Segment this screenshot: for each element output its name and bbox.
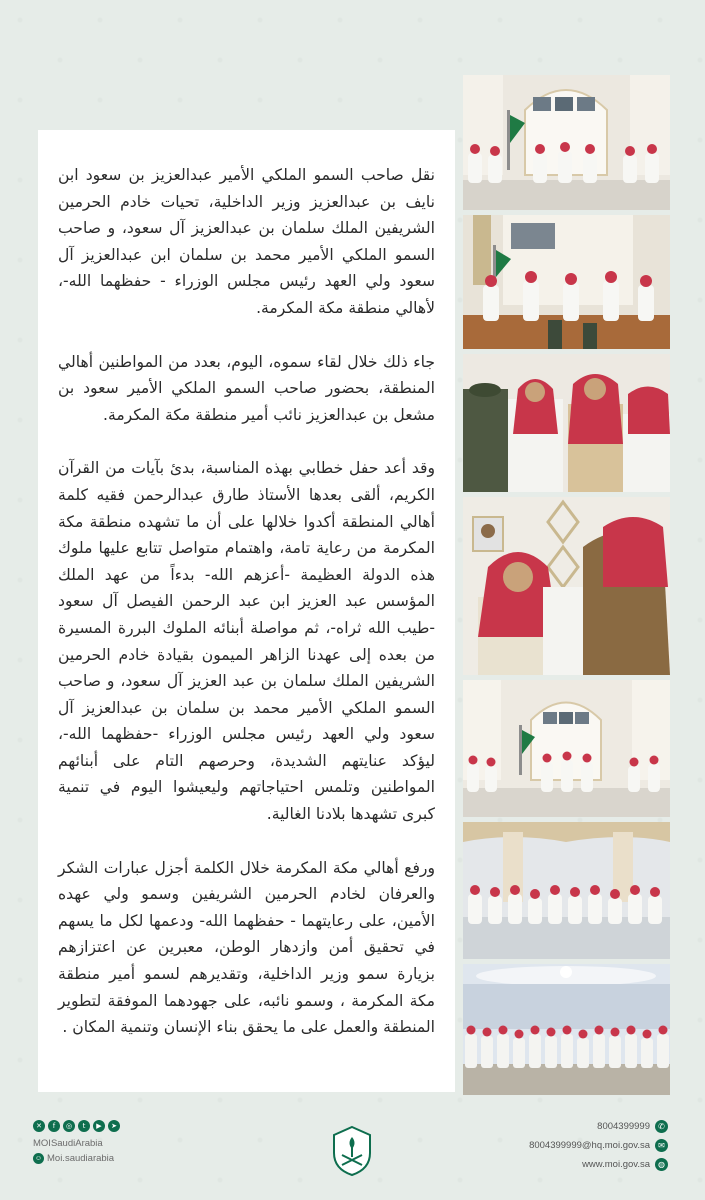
photo-majlis-wide-3[interactable] [463, 680, 670, 817]
article-card [38, 130, 455, 1092]
photo-audience-2[interactable] [463, 964, 670, 1095]
footer-social [33, 1120, 173, 1168]
youtube-icon[interactable]: ▶ [93, 1120, 105, 1132]
article-paragraph-4: ورفع أهالي مكة المكرمة خلال الكلمة أجزل عبارات الشكر والعرفان لخادم الحرمين الشريفين وسمو ولي عهده الأمين، على رعايتهما - حفظهما الله- ودعمها لكل ما يسهم في تحقيق أمن وازدهار الوطن، معبرين عن اعتزازهم بزيارة سمو وزير الداخلية، وتقديرهم لسمو أمير منطقة مكة المكرمة ، وسمو نائبه، على جهودهما الموفقة لتطوير المنطقة والعمل على ما يحقق بناء الإنسان وتنمية المكان . [58, 858, 435, 1037]
photo-audience-1[interactable] [463, 822, 670, 959]
telegram-icon[interactable]: ➤ [108, 1120, 120, 1132]
phone-row[interactable] [529, 1120, 668, 1133]
phone-text: 8004399999 [597, 1121, 650, 1132]
handle-main[interactable] [33, 1138, 173, 1149]
handle-snap-text: Moi.saudiarabia [47, 1153, 115, 1164]
snapchat-icon: ☺ [34, 1155, 43, 1162]
ministry-emblem-logo [330, 1125, 374, 1177]
handle-snap[interactable] [33, 1153, 173, 1164]
website-row[interactable] [529, 1158, 668, 1171]
phone-icon: ✆ [655, 1120, 668, 1133]
instagram-icon[interactable]: ◎ [63, 1120, 75, 1132]
handle-main-text: MOISaudiArabia [33, 1138, 103, 1149]
globe-icon: ◍ [655, 1158, 668, 1171]
website-text: www.moi.gov.sa [582, 1159, 650, 1170]
article-paragraph-1: نقل صاحب السمو الملكي الأمير عبدالعزيز بن سعود ابن نايف بن عبدالعزيز وزير الداخلية، تحيات خادم الحرمين الشريفين الملك سلمان بن عبدالعزيز آل سعود، و صاحب السمو الملكي الأمير محمد بن سلمان ابن عبدالعزيز آل سعود ولي العهد رئيس مجلس الوزراء - حفظهما الله-، لأهالي منطقة مكة المكرمة. [58, 166, 435, 317]
photo-majlis-wide-1[interactable] [463, 75, 670, 210]
email-text: 8004399999@hq.moi.gov.sa [529, 1140, 650, 1151]
photo-greeting-1[interactable] [463, 354, 670, 492]
photo-greeting-2[interactable] [463, 497, 670, 675]
photo-majlis-wide-2[interactable] [463, 215, 670, 349]
x-icon[interactable]: ✕ [33, 1120, 45, 1132]
facebook-icon[interactable]: f [48, 1120, 60, 1132]
photo-column [463, 75, 670, 1100]
social-icons-row [33, 1120, 173, 1132]
tumblr-icon[interactable]: t [78, 1120, 90, 1132]
article-paragraph-2: جاء ذلك خلال لقاء سموه، اليوم، بعدد من المواطنين أهالي المنطقة، بحضور صاحب السمو الملكي الأمير سعود بن مشعل بن عبدالعزيز نائب أمير منطقة مكة المكرمة. [58, 352, 435, 424]
article-paragraph-3: وقد أعد حفل خطابي بهذه المناسبة، بدئ بآيات من القرآن الكريم، ألقى بعدها الأستاذ طارق عبدالرحمن فقيه كلمة أهالي المنطقة أكدوا خلالها على أن ما تشهده منطقة مكة المكرمة من رعاية تامة، واهتمام متواصل تتابع عليها ملوك هذه الدولة العظيمة -أعزهم الله- بدءاً من عهد الملك المؤسس عبد العزيز ابن عبد الرحمن الفيصل آل سعود -طيب الله ثراه-، ثم مواصلة أبنائه الملوك البررة المسيرة من بعده إلى عهدنا الزاهر الميمون بقيادة خادم الحرمين الشريفين الملك سلمان بن عبد العزيز آل سعود، و صاحب السمو الملكي الأمير محمد بن سلمان بن عبدالعزيز آل سعود ولي العهد رئيس مجلس الوزراء -حفظهما الله-، ليؤكد عنايتهم الشديدة، وحرصهم التام على أبنائهم المواطنين وتلمس احتياجاتهم وليعيشوا اليوم في تنمية كبرى تشهدها بلادنا الغالية. [58, 459, 435, 824]
email-icon: ✉ [655, 1139, 668, 1152]
footer-contact [529, 1120, 668, 1177]
email-row[interactable] [529, 1139, 668, 1152]
